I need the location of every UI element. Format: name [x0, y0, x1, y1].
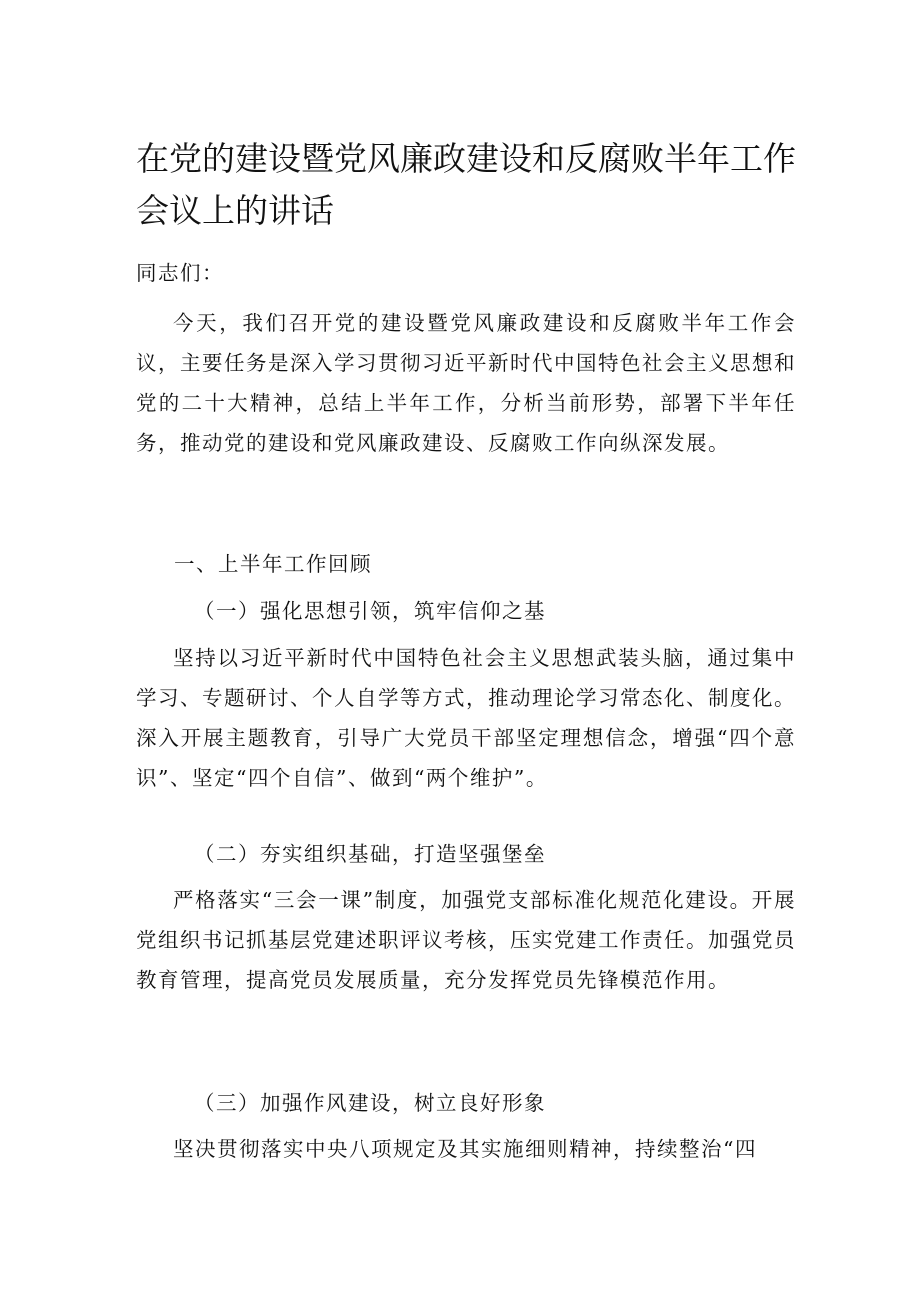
document-title: 在党的建设暨党风廉政建设和反腐败半年工作会议上的讲话 — [136, 139, 796, 230]
subsection-heading-1: （一）强化思想引领，筑牢信仰之基 — [194, 599, 546, 623]
subsection-heading-3: （三）加强作风建设，树立良好形象 — [194, 1091, 546, 1115]
subsection-heading-2: （二）夯实组织基础，打造坚强堡垒 — [194, 842, 546, 866]
subsection-paragraph-2: 严格落实“三会一课”制度，加强党支部标准化规范化建设。开展党组织书记抓基层党建述职评议考核，压实党建工作责任。加强党员教育管理，提高党员发展质量，充分发挥党员先锋模范作用。 — [136, 888, 796, 992]
intro-paragraph: 今天，我们召开党的建设暨党风廉政建设和反腐败半年工作会议，主要任务是深入学习贯彻习近平新时代中国特色社会主义思想和党的二十大精神，总结上半年工作，分析当前形势，部署下半年任务，推动党的建设和党风廉政建设、反腐败工作向纵深发展。 — [136, 311, 796, 455]
greeting: 同志们： — [136, 261, 224, 285]
subsection-paragraph-3: 坚决贯彻落实中央八项规定及其实施细则精神，持续整治“四 — [173, 1137, 757, 1161]
subsection-paragraph-1: 坚持以习近平新时代中国特色社会主义思想武装头脑，通过集中学习、专题研讨、个人自学等方式，推动理论学习常态化、制度化。深入开展主题教育，引导广大党员干部坚定理想信念，增强“四个意识”、坚定“四个自信”、做到“两个维护”。 — [136, 646, 796, 790]
section-heading-review: 一、上半年工作回顾 — [174, 552, 372, 576]
